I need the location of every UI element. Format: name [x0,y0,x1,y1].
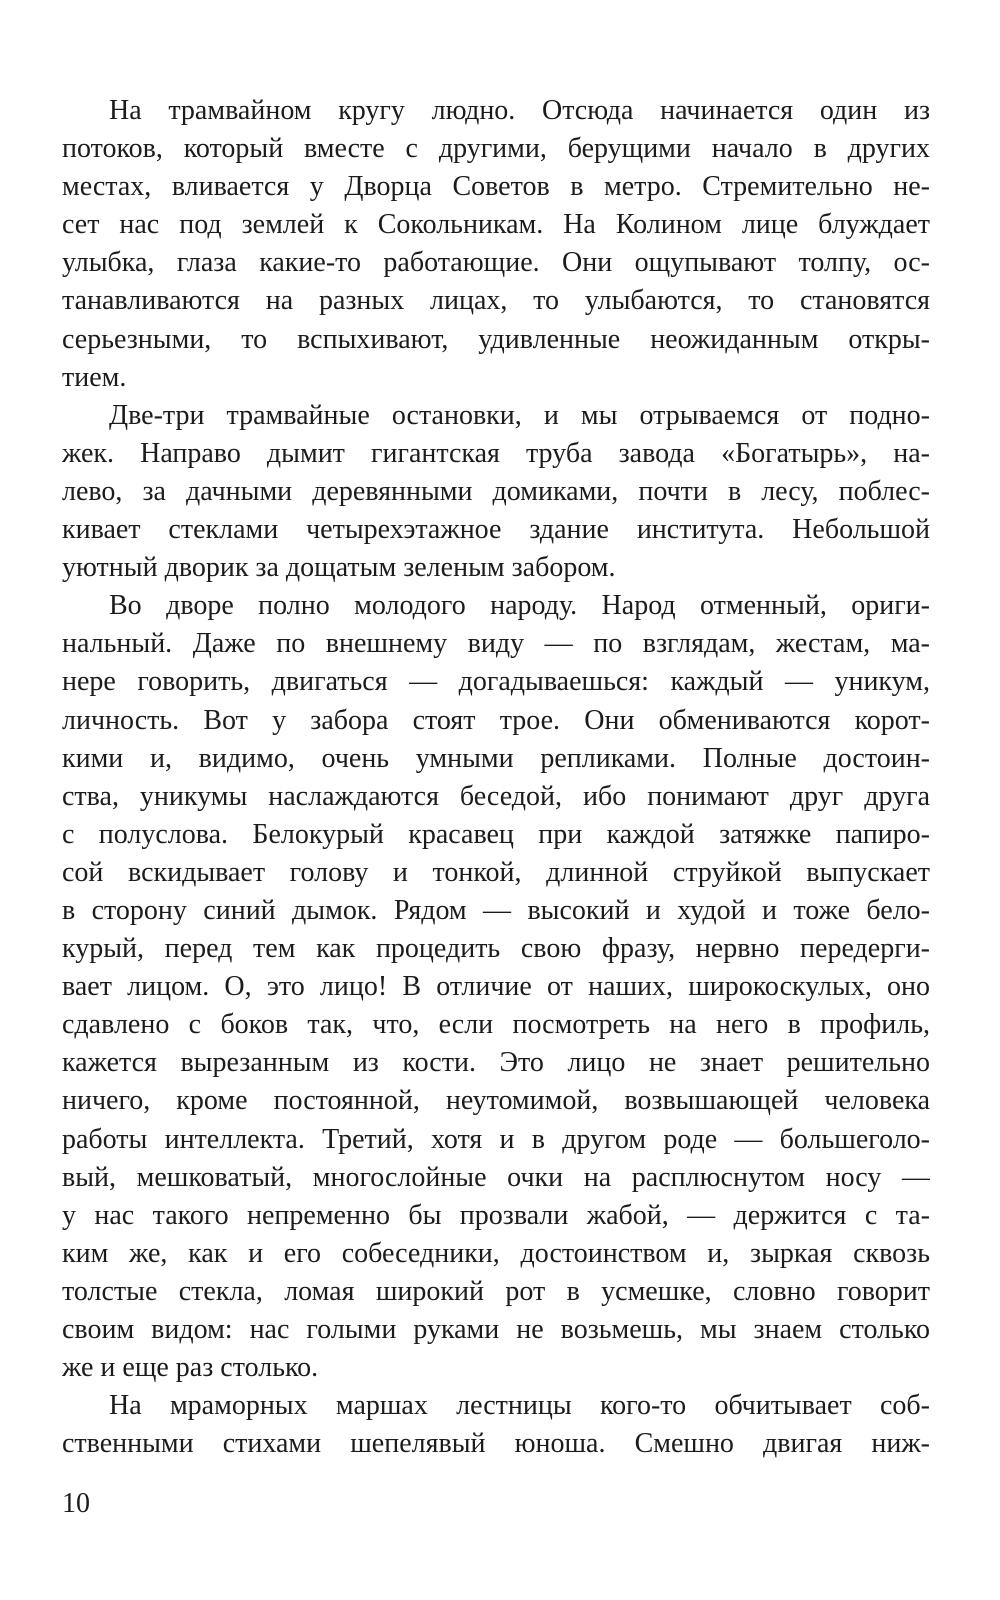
text-line: работы интеллекта. Третий, хотя и в другом роде — большеголо- [62,1123,930,1155]
text-line: кими и, видимо, очень умными репликами. Полные достоин- [62,742,930,774]
text-line: тием. [62,361,127,393]
text-line: местах, вливается у Дворца Советов в метро. Стремительно не- [62,171,930,203]
text-line: жек. Направо дымит гигантская труба завода «Богатырь», на- [62,437,930,469]
text-line: своим видом: нас голыми руками не возьмешь, мы знаем столько [62,1314,930,1345]
text-line: ственными стихами шепелявый юноша. Смешно двигая ниж- [62,1428,930,1460]
text-line: вает лицом. О, это лицо! В отличие от наших, широкоскулых, оно [62,971,930,1003]
text-line: Во дворе полно молодого народу. Народ отменный, ориги- [109,590,930,622]
text-line: ства, уникумы наслаждаются беседой, ибо понимают друг друга [62,780,930,812]
text-line: кивает стеклами четырехэтажное здание института. Небольшой [62,514,930,546]
text-line: уютный дворик за дощатым зеленым забором. [62,552,616,584]
page-number: 10 [62,1488,90,1519]
text-line: серьезными, то вспыхивают, удивленные неожиданным откры- [62,323,930,355]
text-line: личность. Вот у забора стоят трое. Они обмениваются корот- [62,704,930,736]
text-line: кажется вырезанным из кости. Это лицо не знает решительно [62,1047,930,1079]
text-line: ким же, как и его собеседники, достоинством и, зыркая сквозь [62,1237,930,1269]
text-line: сдавлено с боков так, что, если посмотреть на него в профиль, [62,1009,930,1041]
text-line: же и еще раз столько. [62,1352,319,1384]
text-line: в сторону синий дымок. Рядом — высокий и худой и тоже бело- [62,894,930,926]
text-line: На мраморных маршах лестницы кого-то обчитывает соб- [109,1390,930,1422]
text-line: с полуслова. Белокурый красавец при каждой затяжке папиро- [62,818,930,850]
text-line: нере говорить, двигаться — догадываешься: каждый — уникум, [62,666,930,698]
body-text [62,92,930,1463]
text-line: сой вскидывает голову и тонкой, длинной струйкой выпускает [62,856,930,888]
text-line: толстые стекла, ломая широкий рот в усмешке, словно говорит [62,1275,930,1307]
text-line: На трамвайном кругу людно. Отсюда начинается один из [109,95,930,126]
text-line: лево, за дачными деревянными домиками, почти в лесу, поблес- [62,475,930,507]
text-line: ничего, кроме постоянной, неутомимой, возвышающей человека [62,1085,930,1117]
text-line: улыбка, глаза какие-то работающие. Они ощупывают толпу, ос- [62,247,930,279]
text-line: нальный. Даже по внешнему виду — по взглядам, жестам, ма- [62,628,930,660]
text-line: потоков, который вместе с другими, берущими начало в других [62,133,930,165]
text-line: вый, мешковатый, многослойные очки на расплюснутом носу — [62,1161,930,1193]
text-line: у нас такого непременно бы прозвали жабой, — держится с та- [62,1199,930,1231]
text-line: Две-три трамвайные остановки, и мы отрываемся от подно- [109,399,930,431]
text-line: курый, перед тем как процедить свою фразу, нервно передерги- [62,933,930,965]
text-line: танавливаются на разных лицах, то улыбаются, то становятся [62,285,930,317]
text-line: сет нас под землей к Сокольникам. На Колином лице блуждает [62,209,930,241]
